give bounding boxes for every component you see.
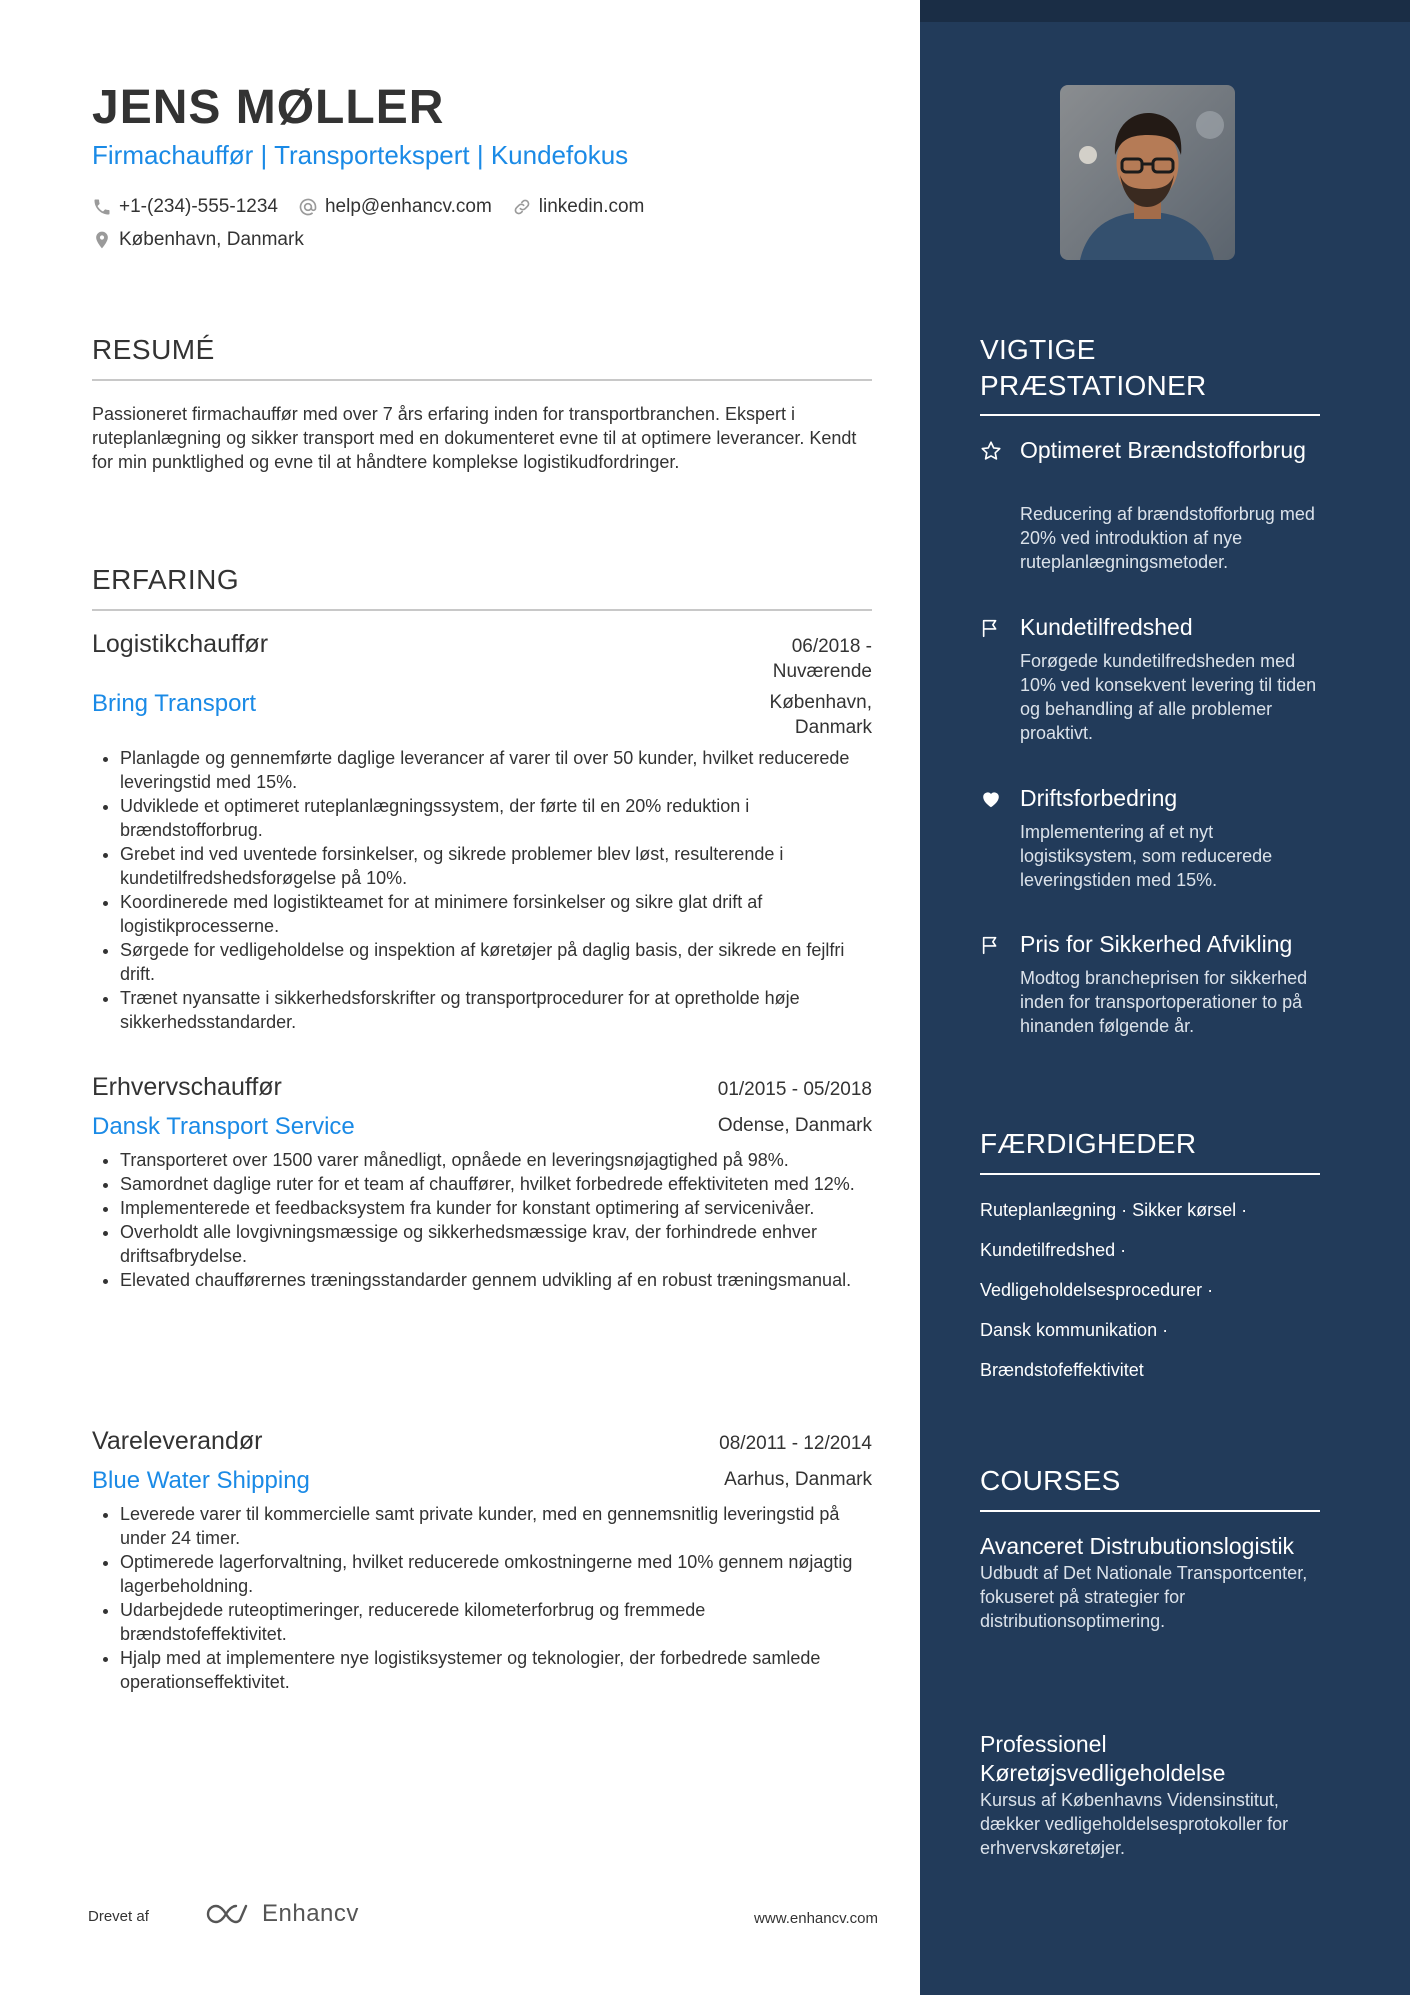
heart-icon: [980, 788, 1002, 810]
skills-list: [980, 1190, 1320, 1390]
at-icon: [298, 197, 318, 217]
course-item: [980, 1730, 1320, 1860]
job-location: København, Danmark: [769, 692, 872, 738]
link-icon: [512, 197, 532, 217]
job-company[interactable]: Blue Water Shipping: [92, 1467, 310, 1494]
flag-icon: [980, 934, 1002, 956]
footer: [88, 1900, 878, 1940]
course-desc: Kursus af Københavns Vidensinstitut, dækker vedligeholdelsesprotokoller for erhvervskøretøjer.: [980, 1790, 1289, 1858]
skills-title: FÆRDIGHEDER: [980, 1128, 1197, 1159]
job-bullet: • Implementerede et feedbacksystem fra kunder for konstant optimering af servicenivåer.: [120, 1196, 872, 1220]
phone-icon: [92, 197, 112, 217]
location-text: København, Danmark: [119, 229, 304, 250]
contact-email[interactable]: [298, 196, 492, 218]
achievement-desc: Forøgede kundetilfredsheden med 10% ved konsekvent levering til tiden og behandling af alle problemer proaktivt.: [1020, 651, 1317, 743]
flag-icon: [980, 617, 1002, 639]
achievements-divider: [980, 414, 1320, 416]
skill-line: Vedligeholdelsesprocedurer ·: [980, 1280, 1214, 1300]
job-dates: 01/2015 - 05/2018: [717, 1079, 872, 1100]
job-bullet: • Optimerede lagerforvaltning, hvilket reducerede omkostningerne med 10% gennem nøjagtig lagerbeholdning.: [120, 1550, 872, 1598]
linkedin-text: linkedin.com: [538, 196, 645, 217]
avatar: [1060, 85, 1235, 260]
achievement-title: Pris for Sikkerhed Afvikling: [1020, 931, 1293, 957]
experience-title: ERFARING: [92, 564, 240, 595]
achievements-title: VIGTIGE PRÆSTATIONER: [980, 334, 1207, 401]
email-text: help@enhancv.com: [324, 196, 492, 217]
achievement-desc: Modtog brancheprisen for sikkerhed inden for transportoperationer to på hinanden følgende år.: [1020, 968, 1308, 1036]
job-company[interactable]: Dansk Transport Service: [92, 1113, 355, 1140]
course-desc: Udbudt af Det Nationale Transportcenter, fokuseret på strategier for distributionsoptimering.: [980, 1563, 1308, 1631]
contact-row-location: [92, 229, 324, 251]
job-company[interactable]: Bring Transport: [92, 690, 257, 717]
job-title: Logistikchauffør: [92, 630, 269, 658]
job-bullet: • Planlagde og gennemførte daglige leverancer af varer til over 50 kunder, hvilket reducerede leveringstid med 15%.: [120, 746, 872, 794]
job-bullet: • Sørgede for vedligeholdelse og inspektion af køretøjer på daglig basis, der sikrede en fejlfri drift.: [120, 938, 872, 986]
footer-powered-by: Drevet af: [88, 1908, 149, 1925]
job-title: Vareleverandør: [92, 1427, 263, 1455]
job-bullet: • Grebet ind ved uventede forsinkelser, og sikrede problemer blev løst, resulterende i kundetilfredshedsforøgelse på 10%.: [120, 842, 872, 890]
skill-line: Dansk kommunikation ·: [980, 1320, 1169, 1340]
job-bullet: • Transporteret over 1500 varer månedligt, opnåede en leveringsnøjagtighed på 98%.: [120, 1148, 872, 1172]
skill-line: Brændstofeffektivitet: [980, 1360, 1144, 1380]
achievement-title: Kundetilfredshed: [1020, 614, 1193, 640]
courses-divider: [980, 1510, 1320, 1512]
job-bullet: • Udviklede et optimeret ruteplanlægningssystem, der førte til en 20% reduktion i brændstofforbrug.: [120, 794, 872, 842]
job-bullet: • Koordinerede med logistikteamet for at minimere forsinkelser og sikre glat drift af logistikprocesserne.: [120, 890, 872, 938]
job-bullets: [92, 1502, 872, 1694]
summary-title: RESUMÉ: [92, 334, 215, 365]
achievement-desc: Implementering af et nyt logistiksystem, som reducerede leveringstiden med 15%.: [1020, 822, 1273, 890]
candidate-name: JENS MØLLER: [92, 81, 445, 134]
contact-location: [92, 229, 304, 251]
sidebar: [920, 0, 1410, 1995]
job-bullets: [92, 746, 872, 1034]
job-bullet: • Samordnet daglige ruter for et team af chauffører, hvilket forbedrede effektiviteten med 12%.: [120, 1172, 872, 1196]
enhancv-logo[interactable]: [206, 1900, 359, 1928]
job-bullet: • Udarbejdede ruteoptimeringer, reducerede kilometerforbrug og fremmede brændstofeffektivitet.: [120, 1598, 872, 1646]
contact-row: [92, 196, 664, 218]
job-title: Erhvervschauffør: [92, 1073, 282, 1101]
footer-brand: Enhancv: [262, 1900, 359, 1927]
skill-line: Ruteplanlægning · Sikker kørsel ·: [980, 1200, 1248, 1220]
skill-line: Kundetilfredshed ·: [980, 1240, 1127, 1260]
job-bullets: [92, 1148, 872, 1292]
job-bullet: • Overholdt alle lovgivningsmæssige og sikkerhedsmæssige krav, der forhindrede enhver driftsafbrydelse.: [120, 1220, 872, 1268]
job-location: Aarhus, Danmark: [724, 1469, 872, 1490]
job-location: Odense, Danmark: [717, 1115, 872, 1136]
course-title: Professionel Køretøjsvedligeholdelse: [980, 1731, 1226, 1786]
summary-text: Passioneret firmachauffør med over 7 års erfaring inden for transportbranchen. Ekspert i ruteplanlægning og sikker transport med en dokumenteret evne til at optimere leverancer. Kendt for min punktlighed og evne til at håndtere komplekse logistikudfordringer.: [92, 404, 857, 472]
course-title: Avanceret Distrubutionslogistik: [980, 1533, 1295, 1559]
footer-url[interactable]: www.enhancv.com: [754, 1910, 878, 1927]
job-bullet: • Hjalp med at implementere nye logistiksystemer og teknologier, der forbedrede samlede operationseffektivitet.: [120, 1646, 872, 1694]
achievement-desc: Reducering af brændstofforbrug med 20% ved introduktion af nye ruteplanlægningsmetoder.: [1020, 504, 1315, 572]
courses-title: COURSES: [980, 1465, 1121, 1496]
job-dates: 06/2018 - Nuværende: [772, 636, 872, 682]
skills-divider: [980, 1173, 1320, 1175]
job-bullet: • Leverede varer til kommercielle samt private kunder, med en gennemsnitlig leveringstid på under 24 timer.: [120, 1502, 872, 1550]
star-icon: [980, 440, 1002, 462]
contact-phone[interactable]: [92, 196, 278, 218]
job-bullet: • Elevated chaufførernes træningsstandarder gennem udvikling af en robust træningsmanual.: [120, 1268, 872, 1292]
contact-linkedin[interactable]: [512, 196, 645, 218]
sidebar-top-bar: [920, 0, 1410, 22]
achievement-title: Optimeret Brændstofforbrug: [1020, 437, 1306, 463]
experience-divider: [92, 609, 872, 611]
achievement-title: Driftsforbedring: [1020, 785, 1178, 811]
phone-text: +1-(234)-555-1234: [119, 196, 278, 217]
job-dates: 08/2011 - 12/2014: [719, 1433, 872, 1454]
location-pin-icon: [92, 230, 112, 250]
enhancv-logo-icon: [206, 1901, 254, 1927]
job-bullet: • Trænet nyansatte i sikkerhedsforskrifter og transportprocedurer for at opretholde høje sikkerhedsstandarder.: [120, 986, 872, 1034]
course-item: [980, 1532, 1320, 1633]
summary-divider: [92, 379, 872, 381]
headline: Firmachauffør | Transportekspert | Kundefokus: [92, 140, 629, 170]
